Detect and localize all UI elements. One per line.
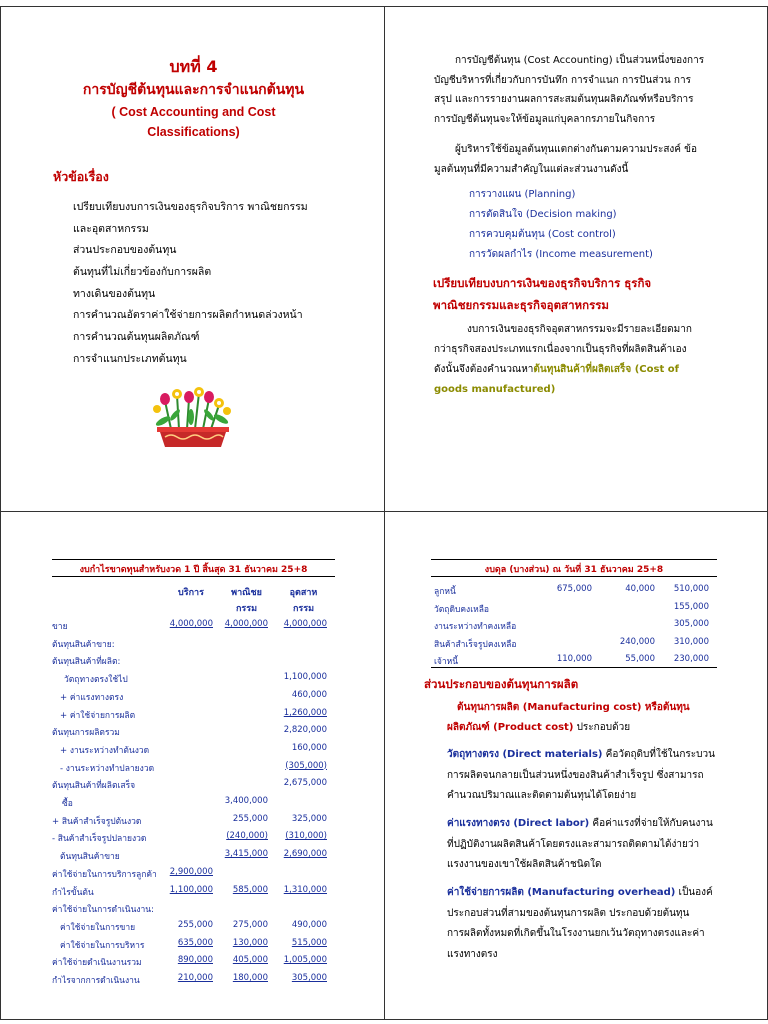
chapter-title: บทที่ 4 [169, 57, 218, 76]
product-cost-term: ผลิตภัณฑ์ (Product cost) [447, 722, 574, 733]
topics-heading: หัวข้อเรื่อง [53, 169, 109, 184]
table-row-label: ต้นทุนสินค้าขาย [60, 852, 120, 863]
table-cell: 2,690,000 [283, 849, 327, 860]
table-row-label: กำไรจากการดำเนินงาน [52, 976, 140, 986]
table-row-label: ค่าใช้จ่ายในการขาย [60, 922, 136, 933]
table-cell: 515,000 [291, 937, 327, 948]
use-income-measurement: การวัดผลกำไร (Income measurement) [469, 249, 653, 260]
table-row-label: กำไรขั้นต้น [52, 887, 94, 898]
table-cell: 490,000 [291, 919, 327, 930]
comparison-heading-1: เปรียบเทียบงบการเงินของธุรกิจบริการ ธุรกิจ [433, 276, 652, 290]
table-cell: 3,415,000 [224, 849, 268, 860]
chapter-subtitle-english-2: Classifications) [147, 125, 240, 139]
table-cell: 2,900,000 [169, 866, 213, 877]
table-cell: 405,000 [232, 955, 268, 966]
table-row-label: ค่าใช้จ่ายดำเนินงานรวม [52, 958, 142, 969]
table-cell: (240,000) [226, 831, 268, 842]
managers-line-2: มูลต้นทุนที่มีความสำคัญในแต่ละส่วนงานดังนี้ [434, 163, 629, 175]
topic-item: การคำนวณต้นทุนผลิตภัณฑ์ [73, 331, 200, 344]
direct-labor-line-3: แรงงานของเขาใช้ผลิตสินค้าชนิดใด [447, 859, 602, 870]
table-cell: 160,000 [291, 742, 327, 753]
cost-accounting-line-2: บัญชีบริหารที่เกี่ยวกับการบันทึก การจำแนก การปันส่วน การ [434, 74, 691, 86]
table-cell: 305,000 [291, 973, 327, 983]
table-top-rule [52, 559, 335, 560]
balance-bottom-rule [431, 667, 717, 668]
table-cell: 325,000 [291, 813, 327, 824]
topic-item: ทางเดินของต้นทุน [73, 287, 156, 300]
table-row-label: ค่าใช้จ่ายในการดำเนินงาน: [52, 905, 154, 916]
table-cell: 255,000 [177, 919, 213, 930]
table-cell: 255,000 [232, 813, 268, 824]
slide-2 [384, 6, 768, 512]
topic-item: เปรียบเทียบงบการเงินของธุรกิจบริการ พาณิชยกรรม [73, 201, 308, 213]
table-cell: 890,000 [177, 955, 213, 966]
direct-materials-line-3: คำนวณปริมาณและติดตามต้นทุนได้โดยง่าย [447, 790, 637, 801]
table-cell: 1,005,000 [283, 955, 327, 966]
table-cell: 3,400,000 [224, 796, 268, 806]
topic-item: ต้นทุนที่ไม่เกี่ยวข้องกับการผลิต [73, 266, 212, 279]
cogm-term-english: goods manufactured) [434, 384, 556, 395]
table-cell: 230,000 [673, 654, 709, 664]
income-statement-title: งบกำไรขาดทุนสำหรับงวด 1 ปี สิ้นสุด 31 ธันวาคม 25+8 [79, 565, 308, 575]
table-row-label: ซื้อ [62, 799, 73, 809]
table-cell: (310,000) [285, 831, 327, 842]
table-row-label: + งานระหว่างทำต้นงวด [60, 745, 150, 756]
direct-labor-line-1 [447, 814, 713, 835]
slide-4 [384, 511, 768, 1020]
chapter-subtitle-english-1: ( Cost Accounting and Cost [111, 105, 276, 119]
table-row-label: + ค่าใช้จ่ายการผลิต [60, 710, 136, 721]
table-cell: 510,000 [673, 584, 709, 594]
table-row-label: ค่าใช้จ่ายในการบริหาร [60, 940, 145, 951]
topic-item: การคำนวณอัตราค่าใช้จ่ายการผลิตกำหนดล่วงหน้า [73, 309, 303, 322]
table-row-label: เจ้าหนี้ [434, 657, 459, 667]
overhead-line-1 [447, 883, 713, 904]
cost-components-heading: ส่วนประกอบของต้นทุนการผลิต [424, 677, 579, 691]
table-row-label: + ค่าแรงทางตรง [60, 692, 124, 703]
table-cell: 4,000,000 [283, 619, 327, 629]
table-row-label: งานระหว่างทำคงเหลือ [434, 622, 517, 632]
table-cell: 130,000 [232, 937, 268, 948]
table-row-label: ต้นทุนสินค้าขาย: [52, 639, 115, 650]
table-cell: 585,000 [232, 884, 268, 895]
col-header-manufacturing-2: กรรม [292, 604, 315, 614]
table-row-label: ขาย [52, 622, 68, 632]
table-row-label: ลูกหนี้ [434, 587, 456, 597]
overhead-line-3: การผลิตทั้งหมดที่เกิดขึ้นในโรงงานยกเว้นวัตถุทางตรงและค่า [447, 928, 705, 939]
slide-1 [0, 6, 385, 512]
table-cell: 675,000 [556, 584, 592, 594]
table-cell: 40,000 [625, 584, 655, 594]
direct-materials-line-1 [447, 745, 715, 766]
statement-line-2: กว่าธุรกิจสองประเภทแรกเนื่องจากเป็นธุรกิจที่ผลิตสินค้าเอง [434, 344, 687, 355]
col-header-merchandising: พาณิชย [231, 588, 262, 598]
overhead-line-2: ประกอบส่วนที่สามของต้นทุนการผลิต ประกอบด้วยต้นทุน [447, 907, 690, 919]
statement-line-1: งบการเงินของธุรกิจอุตสาหกรรมจะมีรายละเอียดมาก [467, 324, 692, 335]
statement-line-3 [434, 360, 679, 380]
table-row-label: ต้นทุนสินค้าที่ผลิตเสร็จ [52, 781, 136, 792]
table-cell: 110,000 [556, 654, 592, 664]
manufacturing-cost-consists: ประกอบด้วย [573, 722, 631, 733]
table-cell: 460,000 [291, 689, 327, 700]
cost-accounting-line-1: การบัญชีต้นทุน (Cost Accounting) เป็นส่วนหนึ่งของการ [455, 55, 705, 66]
table-cell: 310,000 [673, 636, 709, 647]
direct-materials-term: วัตถุทางตรง (Direct materials) [447, 749, 603, 760]
table-cell: 1,260,000 [283, 707, 327, 718]
table-cell: 180,000 [232, 973, 268, 983]
manufacturing-cost-line-1 [457, 698, 690, 719]
overhead-term: ค่าใช้จ่ายการผลิต (Manufacturing overhead) [447, 887, 676, 898]
table-cell: 4,000,000 [224, 619, 268, 629]
table-row-label: สินค้าสำเร็จรูปคงเหลือ [434, 639, 517, 650]
use-decision-making: การตัดสินใจ (Decision making) [469, 209, 617, 220]
table-title-rule [52, 576, 335, 577]
table-cell: 1,310,000 [283, 884, 327, 895]
manufacturing-cost-line-2 [447, 718, 630, 739]
direct-labor-line-2: ที่ปฏิบัติงานผลิตสินค้าโดยตรงและสามารถติดตามได้ง่ายว่า [447, 838, 700, 850]
table-row-label: - สินค้าสำเร็จรูปปลายงวด [52, 834, 147, 845]
balance-title-rule [431, 576, 717, 577]
comparison-heading-2: พาณิชยกรรมและธุรกิจอุตสาหกรรม [433, 298, 610, 312]
statement-line-3-text: ดังนั้นจึงต้องคำนวณหา [434, 364, 534, 375]
col-header-merchandising-2: กรรม [235, 604, 258, 614]
managers-line-1: ผู้บริหารใช้ข้อมูลต้นทุนแตกต่างกันตามความประสงค์ ข้อ [455, 144, 698, 155]
table-row-label: ค่าใช้จ่ายในการบริการลูกค้า [52, 869, 157, 880]
table-row-label: ต้นทุนสินค้าที่ผลิต: [52, 657, 121, 668]
table-cell: 55,000 [625, 654, 655, 664]
topic-item: การจำแนกประเภทต้นทุน [73, 352, 187, 365]
direct-materials-line-2: การผลิตจนกลายเป็นส่วนหนึ่งของสินค้าสำเร็จรูป ซึ่งสามารถ [447, 769, 704, 781]
topic-item: ส่วนประกอบของต้นทุน [73, 244, 177, 257]
manufacturing-cost-term: ต้นทุนการผลิต (Manufacturing cost) หรือต้นทุน [457, 702, 690, 713]
table-cell: 1,100,000 [169, 884, 213, 895]
table-row-label: วัตถุดิบคงเหลือ [434, 604, 490, 615]
table-row-label: วัตถุทางตรงใช้ไป [64, 675, 128, 686]
table-cell: 275,000 [232, 919, 268, 930]
table-cell: (305,000) [285, 760, 327, 771]
table-cell: 305,000 [673, 619, 709, 629]
table-cell: 2,820,000 [283, 725, 327, 736]
table-row-label: + สินค้าสำเร็จรูปต้นงวด [52, 816, 142, 827]
balance-top-rule [431, 559, 717, 560]
use-cost-control: การควบคุมต้นทุน (Cost control) [469, 229, 616, 240]
topic-item: และอุตสาหกรรม [73, 222, 149, 235]
cost-accounting-line-4: การบัญชีต้นทุนจะให้ข้อมูลแก่บุคลากรภายในกิจการ [434, 113, 656, 125]
flower-pot-image [151, 385, 235, 451]
slide-3 [0, 511, 385, 1020]
table-cell: 210,000 [177, 973, 213, 983]
cost-accounting-line-3: สรุป และการรายงานผลการสะสมต้นทุนผลิตภัณฑ์หรือบริการ [434, 94, 694, 105]
chapter-subtitle-thai: การบัญชีต้นทุนและการจำแนกต้นทุน [82, 82, 305, 98]
table-cell: 2,675,000 [283, 778, 327, 789]
table-cell: 635,000 [177, 937, 213, 948]
overhead-line-4: แรงทางตรง [447, 948, 498, 960]
table-cell: 240,000 [619, 636, 655, 647]
table-cell: 1,100,000 [283, 672, 327, 683]
use-planning: การวางแผน (Planning) [469, 189, 576, 200]
table-row-label: - งานระหว่างทำปลายงวด [60, 763, 155, 774]
balance-sheet-title: งบดุล (บางส่วน) ณ วันที่ 31 ธันวาคม 25+8 [484, 565, 664, 575]
topics-list [73, 197, 308, 371]
table-cell: 155,000 [673, 601, 709, 612]
direct-labor-def: คือค่าแรงที่จ่ายให้กับคนงาน [589, 818, 713, 829]
direct-materials-def: คือวัตถุดิบที่ใช้ในกระบวน [602, 749, 715, 760]
cogm-term: ต้นทุนสินค้าที่ผลิตเสร็จ (Cost of [533, 364, 679, 375]
table-row-label: ต้นทุนการผลิตรวม [52, 728, 120, 739]
overhead-def: เป็นองค์ [675, 887, 713, 898]
table-cell: 4,000,000 [169, 619, 213, 629]
direct-labor-term: ค่าแรงทางตรง (Direct labor) [447, 818, 590, 829]
col-header-manufacturing: อุตสาห [289, 588, 318, 598]
col-header-service: บริการ [178, 588, 204, 598]
